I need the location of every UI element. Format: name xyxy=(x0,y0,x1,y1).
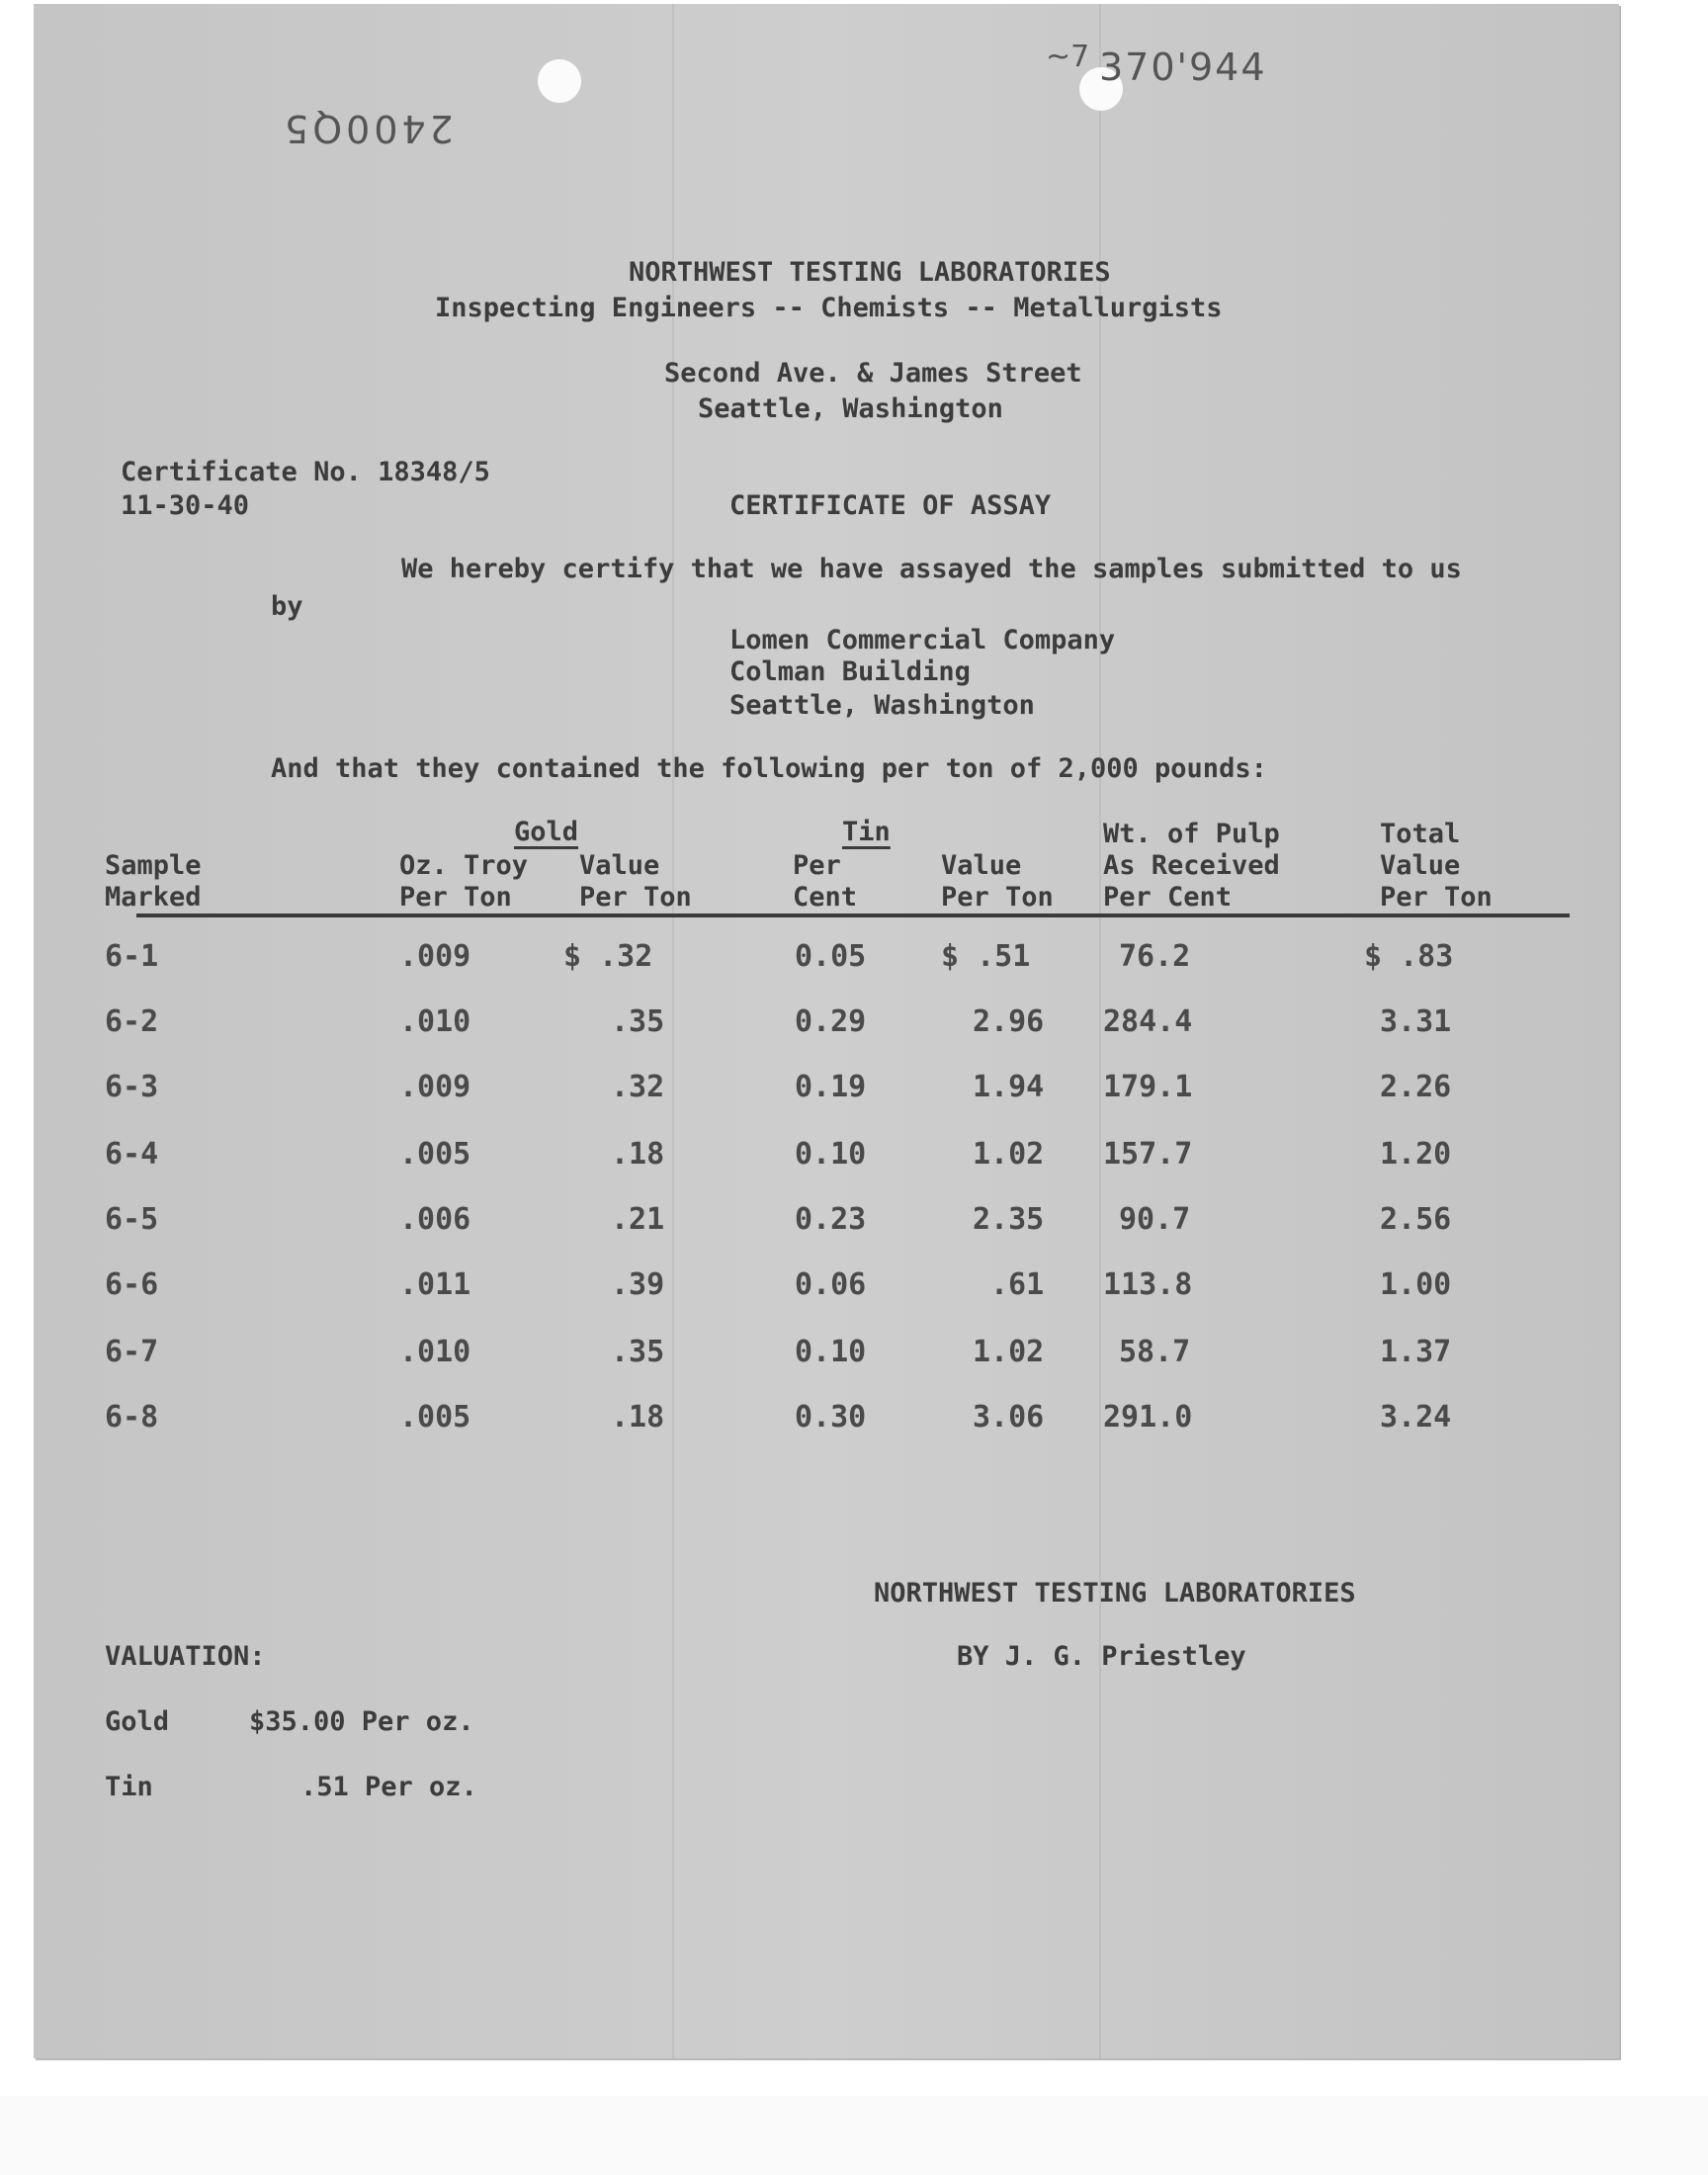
cell-pulp: 58.7 xyxy=(1119,1335,1191,1369)
document-page xyxy=(34,4,1619,2058)
col-header-pulp-1: Wt. of Pulp xyxy=(1103,819,1280,849)
cell-tin-value: 1.94 xyxy=(973,1070,1045,1104)
cell-gold-value: .18 xyxy=(611,1400,665,1435)
col-header-total-2: Value xyxy=(1380,850,1461,881)
valuation-title: VALUATION: xyxy=(105,1641,266,1672)
cell-gold-oz: .011 xyxy=(399,1267,471,1302)
cell-pulp: 157.7 xyxy=(1103,1137,1193,1172)
col-header-pulp-3: Per Cent xyxy=(1103,882,1233,913)
table-row xyxy=(34,939,1619,979)
cell-tin-pct: 0.06 xyxy=(795,1267,867,1302)
header-city: Seattle, Washington xyxy=(698,393,1003,424)
col-header-tin-value-1: Value xyxy=(941,850,1022,881)
cell-sample: 6-8 xyxy=(105,1400,159,1435)
cell-gold-oz: .005 xyxy=(399,1400,471,1435)
cell-gold-oz: .005 xyxy=(399,1137,471,1172)
cell-tin-pct: 0.10 xyxy=(795,1137,867,1172)
table-row xyxy=(34,1202,1619,1242)
valuation-tin-label: Tin xyxy=(105,1772,153,1802)
cell-gold-value: .18 xyxy=(611,1137,665,1172)
header-company: NORTHWEST TESTING LABORATORIES xyxy=(629,257,1111,288)
col-header-sample-1: Sample xyxy=(105,850,202,881)
header-street: Second Ave. & James Street xyxy=(664,358,1082,389)
cell-gold-oz: .010 xyxy=(399,1335,471,1369)
table-row xyxy=(34,1004,1619,1044)
cell-tin-value: 1.02 xyxy=(973,1137,1045,1172)
cell-sample: 6-1 xyxy=(105,939,159,974)
col-header-gold-value-1: Value xyxy=(579,850,660,881)
col-header-gold-oz-2: Per Ton xyxy=(399,882,512,913)
col-header-pulp-2: As Received xyxy=(1103,850,1280,881)
cell-total: 2.26 xyxy=(1380,1070,1452,1104)
col-header-tin-pct-2: Cent xyxy=(793,882,858,913)
cell-sample: 6-2 xyxy=(105,1004,159,1039)
punch-hole xyxy=(538,59,581,103)
certificate-date: 11-30-40 xyxy=(121,490,250,521)
table-row xyxy=(34,1137,1619,1176)
document-number: 370'944 xyxy=(1099,45,1267,89)
header-tagline: Inspecting Engineers -- Chemists -- Metallurgists xyxy=(435,293,1223,323)
cell-total: 1.00 xyxy=(1380,1267,1452,1302)
cell-sample: 6-6 xyxy=(105,1267,159,1302)
cell-tin-pct: 0.29 xyxy=(795,1004,867,1039)
col-header-tin-value-2: Per Ton xyxy=(941,882,1054,913)
cell-tin-value: 2.35 xyxy=(973,1202,1045,1237)
table-row xyxy=(34,1070,1619,1109)
col-header-tin-pct-1: Per xyxy=(793,850,841,881)
col-header-gold-value-2: Per Ton xyxy=(579,882,692,913)
table-row xyxy=(34,1267,1619,1307)
signature-company: NORTHWEST TESTING LABORATORIES xyxy=(874,1578,1356,1609)
cell-tin-pct: 0.19 xyxy=(795,1070,867,1104)
cell-tin-pct: 0.23 xyxy=(795,1202,867,1237)
signature-by: BY J. G. Priestley xyxy=(957,1641,1246,1672)
cell-pulp: 284.4 xyxy=(1103,1004,1193,1039)
valuation-gold-label: Gold xyxy=(105,1706,170,1737)
intro-by: by xyxy=(271,591,303,622)
cell-tin-pct: 0.05 xyxy=(795,939,867,974)
cell-gold-oz: .006 xyxy=(399,1202,471,1237)
cell-tin-value: 3.06 xyxy=(973,1400,1045,1435)
cell-gold-value: $ .32 xyxy=(563,939,653,974)
client-building: Colman Building xyxy=(729,656,971,687)
table-header-rule xyxy=(136,914,1570,917)
intro-line: We hereby certify that we have assayed the samples submitted to us xyxy=(401,554,1462,584)
statement-text: And that they contained the following per ton of 2,000 pounds: xyxy=(271,753,1267,784)
col-header-gold-oz-1: Oz. Troy xyxy=(399,850,529,881)
cell-pulp: 113.8 xyxy=(1103,1267,1193,1302)
cell-tin-value: .61 xyxy=(990,1267,1045,1302)
cell-gold-value: .39 xyxy=(611,1267,665,1302)
stamp-mark-right: ~7 xyxy=(1046,40,1090,74)
client-city: Seattle, Washington xyxy=(729,690,1035,721)
valuation-gold-value: $35.00 Per oz. xyxy=(249,1706,474,1737)
cell-total: $ .83 xyxy=(1364,939,1454,974)
table-row xyxy=(34,1400,1619,1439)
cell-gold-value: .35 xyxy=(611,1004,665,1039)
group-header-gold: Gold xyxy=(514,817,579,847)
cell-pulp: 179.1 xyxy=(1103,1070,1193,1104)
valuation-tin-value: .51 Per oz. xyxy=(300,1772,477,1802)
cell-pulp: 291.0 xyxy=(1103,1400,1193,1435)
cell-pulp: 76.2 xyxy=(1119,939,1191,974)
cell-gold-oz: .009 xyxy=(399,939,471,974)
cell-gold-oz: .009 xyxy=(399,1070,471,1104)
cell-sample: 6-5 xyxy=(105,1202,159,1237)
cell-gold-value: .32 xyxy=(611,1070,665,1104)
cell-total: 3.24 xyxy=(1380,1400,1452,1435)
cell-tin-pct: 0.10 xyxy=(795,1335,867,1369)
cell-tin-value: 2.96 xyxy=(973,1004,1045,1039)
stamp-number-left: 2400Q5 xyxy=(281,107,454,150)
col-header-total-1: Total xyxy=(1380,819,1461,849)
group-header-tin: Tin xyxy=(842,817,891,847)
cell-sample: 6-4 xyxy=(105,1137,159,1172)
table-row xyxy=(34,1335,1619,1374)
cell-tin-value: $ .51 xyxy=(941,939,1031,974)
cell-gold-value: .35 xyxy=(611,1335,665,1369)
col-header-total-3: Per Ton xyxy=(1380,882,1493,913)
client-name: Lomen Commercial Company xyxy=(729,625,1116,655)
cell-pulp: 90.7 xyxy=(1119,1202,1191,1237)
cell-sample: 6-3 xyxy=(105,1070,159,1104)
cell-total: 1.37 xyxy=(1380,1335,1452,1369)
cell-total: 1.20 xyxy=(1380,1137,1452,1172)
certificate-number: Certificate No. 18348/5 xyxy=(121,457,490,487)
col-header-sample-2: Marked xyxy=(105,882,202,913)
cell-total: 2.56 xyxy=(1380,1202,1452,1237)
cell-gold-value: .21 xyxy=(611,1202,665,1237)
cell-tin-pct: 0.30 xyxy=(795,1400,867,1435)
cell-tin-value: 1.02 xyxy=(973,1335,1045,1369)
certificate-title: CERTIFICATE OF ASSAY xyxy=(729,490,1052,521)
cell-sample: 6-7 xyxy=(105,1335,159,1369)
cell-gold-oz: .010 xyxy=(399,1004,471,1039)
cell-total: 3.31 xyxy=(1380,1004,1452,1039)
scan-margin xyxy=(0,2096,1708,2175)
